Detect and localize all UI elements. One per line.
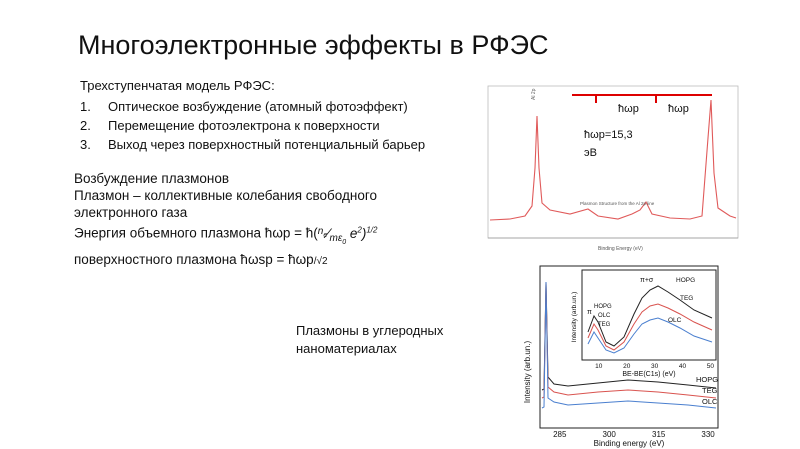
inset-x-tick-label: 40: [678, 363, 687, 370]
bulk-plasmon-energy: [74, 221, 484, 251]
main-x-tick-label: 330: [701, 430, 715, 439]
legend-hopg: HOPG: [696, 375, 719, 384]
legend-teg: TEG: [702, 386, 718, 395]
carbon-caption-line-2: наноматериалах: [296, 341, 397, 356]
surface-plasmon-energy-text: поверхностного плазмона ħωsp = ħωp: [74, 251, 314, 267]
main-x-ticks: [553, 430, 715, 439]
inset-x-tick-label: 10: [595, 363, 603, 370]
carbon-caption: [296, 322, 443, 358]
inset-right-label-teg: TEG: [680, 295, 694, 302]
slide-title: Многоэлектронные эффекты в РФЭС: [78, 30, 549, 60]
step-text: Перемещение фотоэлектрона к поверхности: [108, 118, 380, 133]
main-x-tick-label: 285: [553, 430, 567, 439]
step-item: [80, 135, 425, 154]
inset-left-label-olc: OLC: [598, 313, 611, 319]
main-y-axis-label: Intensity (arb.un.): [523, 340, 532, 404]
annotation-hwp-1: ħωp: [618, 103, 639, 115]
carbon-plasmon-chart: [518, 262, 724, 448]
main-x-tick-label: 315: [652, 430, 666, 439]
step-list: [80, 97, 425, 154]
surface-plasmon-divisor: /√2: [313, 255, 328, 267]
inset-left-label-hopg: HOPG: [594, 304, 612, 310]
inner-caption: Plasmon Structure from the Al 2p line: [580, 201, 655, 206]
inset-right-label-olc: OLC: [668, 317, 682, 324]
step-number: 3.: [80, 137, 91, 152]
step-number: 2.: [80, 118, 91, 133]
annotation-hwp-2: ħωp: [668, 103, 689, 115]
bulk-plasmon-energy-text: Энергия объемного плазмона ħωp = ħ(: [74, 225, 318, 241]
inset-pi-label: π: [587, 309, 592, 316]
plasmon-definition-line-1: Плазмон – коллективные колебания свободного: [74, 188, 377, 203]
carbon-caption-line-1: Плазмоны в углеродных: [296, 323, 444, 338]
plasmon-definition-line-2: электронного газа: [74, 205, 188, 220]
peak-label: Al 2p: [531, 88, 537, 100]
top-x-axis-label: Binding Energy (eV): [598, 246, 643, 252]
surface-plasmon-energy: [74, 251, 484, 270]
plasmon-heading: Возбуждение плазмонов: [74, 171, 230, 186]
step-item: [80, 97, 425, 116]
al2p-plasmon-chart: [480, 78, 740, 260]
inset-x-tick-label: 20: [623, 363, 631, 370]
plasmon-energy-unit: эВ: [584, 147, 597, 159]
inset-y-axis-label: Intensity (arb.un.): [571, 291, 578, 343]
plasmon-block: [74, 170, 484, 270]
main-x-tick-label: 300: [602, 430, 616, 439]
model-intro: Трехступенчатая модель РФЭС:: [80, 78, 275, 93]
inset-x-tick-label: 50: [706, 363, 715, 370]
inset-pi-sigma-label: π+σ: [640, 277, 654, 284]
inset-right-label-hopg: HOPG: [676, 277, 696, 284]
main-x-axis-label: Binding energy (eV): [593, 439, 665, 448]
step-number: 1.: [80, 99, 91, 114]
plasmon-energy-value: ħωp=15,3: [584, 129, 633, 141]
step-text: Выход через поверхностный потенциальный барьер: [108, 137, 426, 152]
legend-olc: OLC: [702, 397, 718, 406]
step-text: Оптическое возбуждение (атомный фотоэффект): [108, 99, 408, 114]
inset-left-label-teg: TEG: [598, 322, 611, 328]
bulk-plasmon-formula: $^{n_e}⁄_{m\varepsilon_0}$ $e^2)^{1/2}$: [317, 225, 378, 246]
step-item: [80, 116, 425, 135]
inset-x-tick-label: 30: [650, 363, 659, 370]
inset-x-axis-label: BE-BE(C1s) (eV): [622, 371, 676, 378]
